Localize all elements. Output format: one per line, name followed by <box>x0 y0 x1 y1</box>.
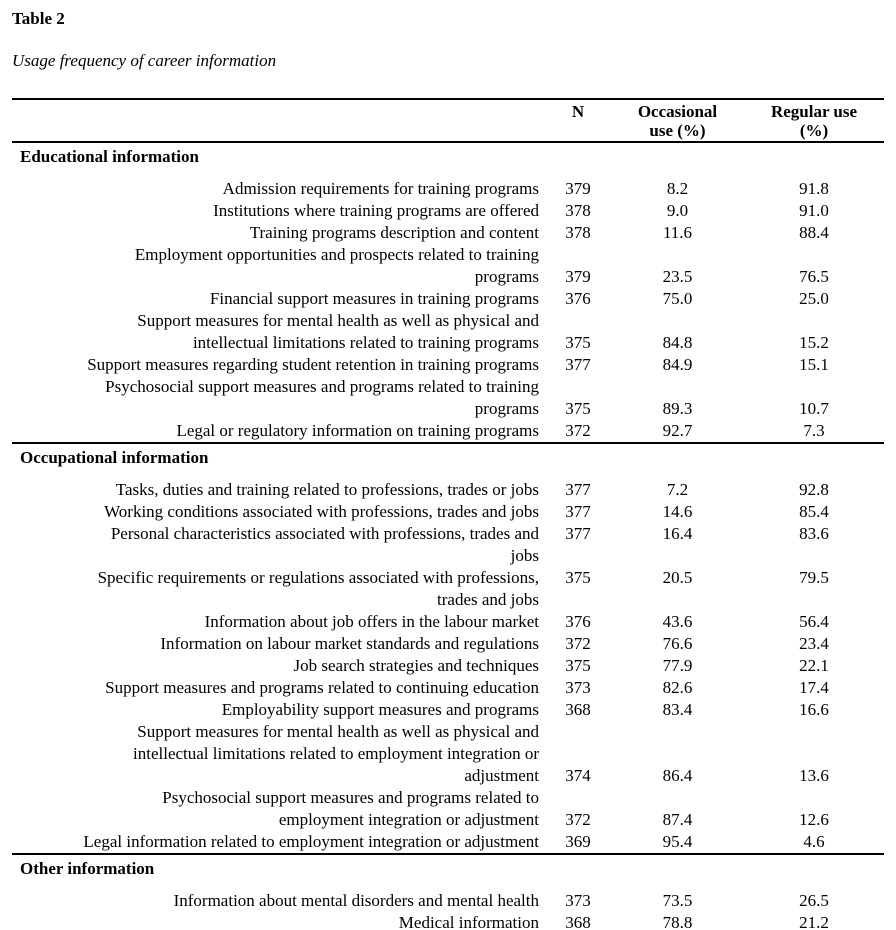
row-occasional-value: 7.2 <box>666 480 689 499</box>
table-row <box>12 222 884 244</box>
row-label: Personal characteristics associated with professions, trades and jobs <box>110 524 539 565</box>
row-n-value: 375 <box>565 656 591 675</box>
row-label: Working conditions associated with professions, trades and jobs <box>104 502 539 521</box>
row-n-value: 377 <box>565 524 591 543</box>
usage-frequency-table <box>12 98 884 930</box>
table-row <box>12 479 884 501</box>
row-label: Admission requirements for training programs <box>222 179 539 198</box>
table-row <box>12 787 884 831</box>
table-row <box>12 721 884 787</box>
table-caption: Usage frequency of career information <box>12 51 277 70</box>
header-n: N <box>571 102 585 121</box>
row-regular-value: 92.8 <box>799 480 829 499</box>
table-header-row <box>12 100 884 143</box>
row-label: Job search strategies and techniques <box>293 656 539 675</box>
row-regular-value: 13.6 <box>799 766 829 785</box>
row-regular-value: 76.5 <box>799 267 829 286</box>
row-regular-value: 23.4 <box>799 634 829 653</box>
row-n-value: 373 <box>565 678 591 697</box>
row-regular-value: 85.4 <box>799 502 829 521</box>
table-row <box>12 501 884 523</box>
row-n-value: 379 <box>565 179 591 198</box>
row-regular-value: 56.4 <box>799 612 829 631</box>
row-n-value: 379 <box>565 267 591 286</box>
table-row <box>12 354 884 376</box>
row-occasional-value: 92.7 <box>662 421 693 440</box>
row-n-value: 375 <box>565 568 591 587</box>
table-row <box>12 310 884 354</box>
row-label: Support measures regarding student retention in training programs <box>87 355 539 374</box>
row-occasional-value: 82.6 <box>662 678 693 697</box>
row-n-value: 374 <box>565 766 591 785</box>
row-regular-value: 26.5 <box>799 891 829 910</box>
row-label: Support measures and programs related to continuing education <box>105 678 539 697</box>
table-row <box>12 420 884 442</box>
section-header-educational: Educational information <box>20 147 199 166</box>
row-label: Medical information <box>398 913 539 930</box>
row-label: Specific requirements or regulations associated with professions, trades and jobs <box>97 568 539 609</box>
row-n-value: 368 <box>565 700 591 719</box>
row-n-value: 372 <box>565 634 591 653</box>
row-label: Training programs description and content <box>249 223 539 242</box>
row-regular-value: 16.6 <box>799 700 829 719</box>
row-n-value: 375 <box>565 333 591 352</box>
row-n-value: 369 <box>565 832 591 851</box>
row-n-value: 372 <box>565 421 591 440</box>
table-row <box>12 831 884 853</box>
row-regular-value: 17.4 <box>799 678 829 697</box>
row-occasional-value: 77.9 <box>662 656 693 675</box>
row-occasional-value: 95.4 <box>662 832 693 851</box>
table-row <box>12 699 884 721</box>
row-n-value: 375 <box>565 399 591 418</box>
row-regular-value: 7.3 <box>803 421 825 440</box>
row-occasional-value: 11.6 <box>662 223 693 242</box>
row-regular-value: 12.6 <box>799 810 829 829</box>
table-row <box>12 633 884 655</box>
row-label: Support measures for mental health as well as physical and intellectual limitations related to training programs <box>137 311 539 352</box>
table-row <box>12 655 884 677</box>
row-n-value: 377 <box>565 480 591 499</box>
row-n-value: 368 <box>565 913 591 930</box>
row-label: Support measures for mental health as well as physical and intellectual limitations related to employment integration or adjustment <box>133 722 539 785</box>
row-label: Information on labour market standards and regulations <box>160 634 539 653</box>
row-label: Financial support measures in training programs <box>209 289 539 308</box>
table-row <box>12 244 884 288</box>
row-label: Information about mental disorders and mental health <box>173 891 539 910</box>
table-row <box>12 912 884 930</box>
row-occasional-value: 20.5 <box>662 568 693 587</box>
row-regular-value: 79.5 <box>799 568 829 587</box>
row-regular-value: 10.7 <box>799 399 829 418</box>
table-body <box>12 143 884 930</box>
row-label: Employability support measures and programs <box>221 700 539 719</box>
section-header-occupational: Occupational information <box>12 442 884 479</box>
table-number-label: Table 2 <box>12 9 65 28</box>
row-label: Legal or regulatory information on training programs <box>176 421 539 440</box>
row-n-value: 372 <box>565 810 591 829</box>
row-n-value: 377 <box>565 355 591 374</box>
row-occasional-value: 86.4 <box>662 766 693 785</box>
row-regular-value: 15.1 <box>799 355 829 374</box>
row-occasional-value: 84.8 <box>662 333 693 352</box>
row-occasional-value: 78.8 <box>662 913 693 930</box>
row-n-value: 373 <box>565 891 591 910</box>
row-label: Legal information related to employment integration or adjustment <box>83 832 539 851</box>
row-occasional-value: 8.2 <box>666 179 689 198</box>
row-occasional-value: 83.4 <box>662 700 693 719</box>
table-row <box>12 288 884 310</box>
row-regular-value: 22.1 <box>799 656 829 675</box>
row-regular-value: 25.0 <box>799 289 829 308</box>
row-occasional-value: 76.6 <box>662 634 693 653</box>
row-regular-value: 4.6 <box>803 832 825 851</box>
row-occasional-value: 43.6 <box>662 612 693 631</box>
row-n-value: 376 <box>565 289 591 308</box>
row-label: Psychosocial support measures and programs related to training programs <box>105 377 539 418</box>
table-row <box>12 567 884 611</box>
row-occasional-value: 75.0 <box>662 289 693 308</box>
table-row <box>12 890 884 912</box>
row-n-value: 377 <box>565 502 591 521</box>
row-label: Institutions where training programs are offered <box>213 201 539 220</box>
row-n-value: 378 <box>565 201 591 220</box>
table-row <box>12 178 884 200</box>
row-label: Information about job offers in the labour market <box>204 612 539 631</box>
row-n-value: 376 <box>565 612 591 631</box>
table-row <box>12 200 884 222</box>
row-occasional-value: 9.0 <box>666 201 689 220</box>
row-label: Employment opportunities and prospects related to training programs <box>134 245 539 286</box>
table-row <box>12 677 884 699</box>
row-regular-value: 91.0 <box>799 201 829 220</box>
row-occasional-value: 84.9 <box>662 355 693 374</box>
row-label: Tasks, duties and training related to professions, trades or jobs <box>115 480 539 499</box>
row-occasional-value: 23.5 <box>662 267 693 286</box>
row-label: Psychosocial support measures and programs related to employment integration or adjustment <box>162 788 539 829</box>
row-occasional-value: 87.4 <box>662 810 693 829</box>
row-regular-value: 21.2 <box>799 913 829 930</box>
table-row <box>12 376 884 420</box>
row-occasional-value: 73.5 <box>662 891 693 910</box>
row-n-value: 378 <box>565 223 591 242</box>
table-row <box>12 523 884 567</box>
row-regular-value: 91.8 <box>799 179 829 198</box>
row-regular-value: 88.4 <box>799 223 829 242</box>
table-row <box>12 611 884 633</box>
row-occasional-value: 14.6 <box>662 502 693 521</box>
row-regular-value: 15.2 <box>799 333 829 352</box>
header-occasional-use: Occasional use (%) <box>637 102 718 140</box>
row-regular-value: 83.6 <box>799 524 829 543</box>
row-occasional-value: 16.4 <box>662 524 693 543</box>
header-regular-use: Regular use (%) <box>770 102 858 140</box>
section-header-other: Other information <box>12 853 884 890</box>
row-occasional-value: 89.3 <box>662 399 693 418</box>
